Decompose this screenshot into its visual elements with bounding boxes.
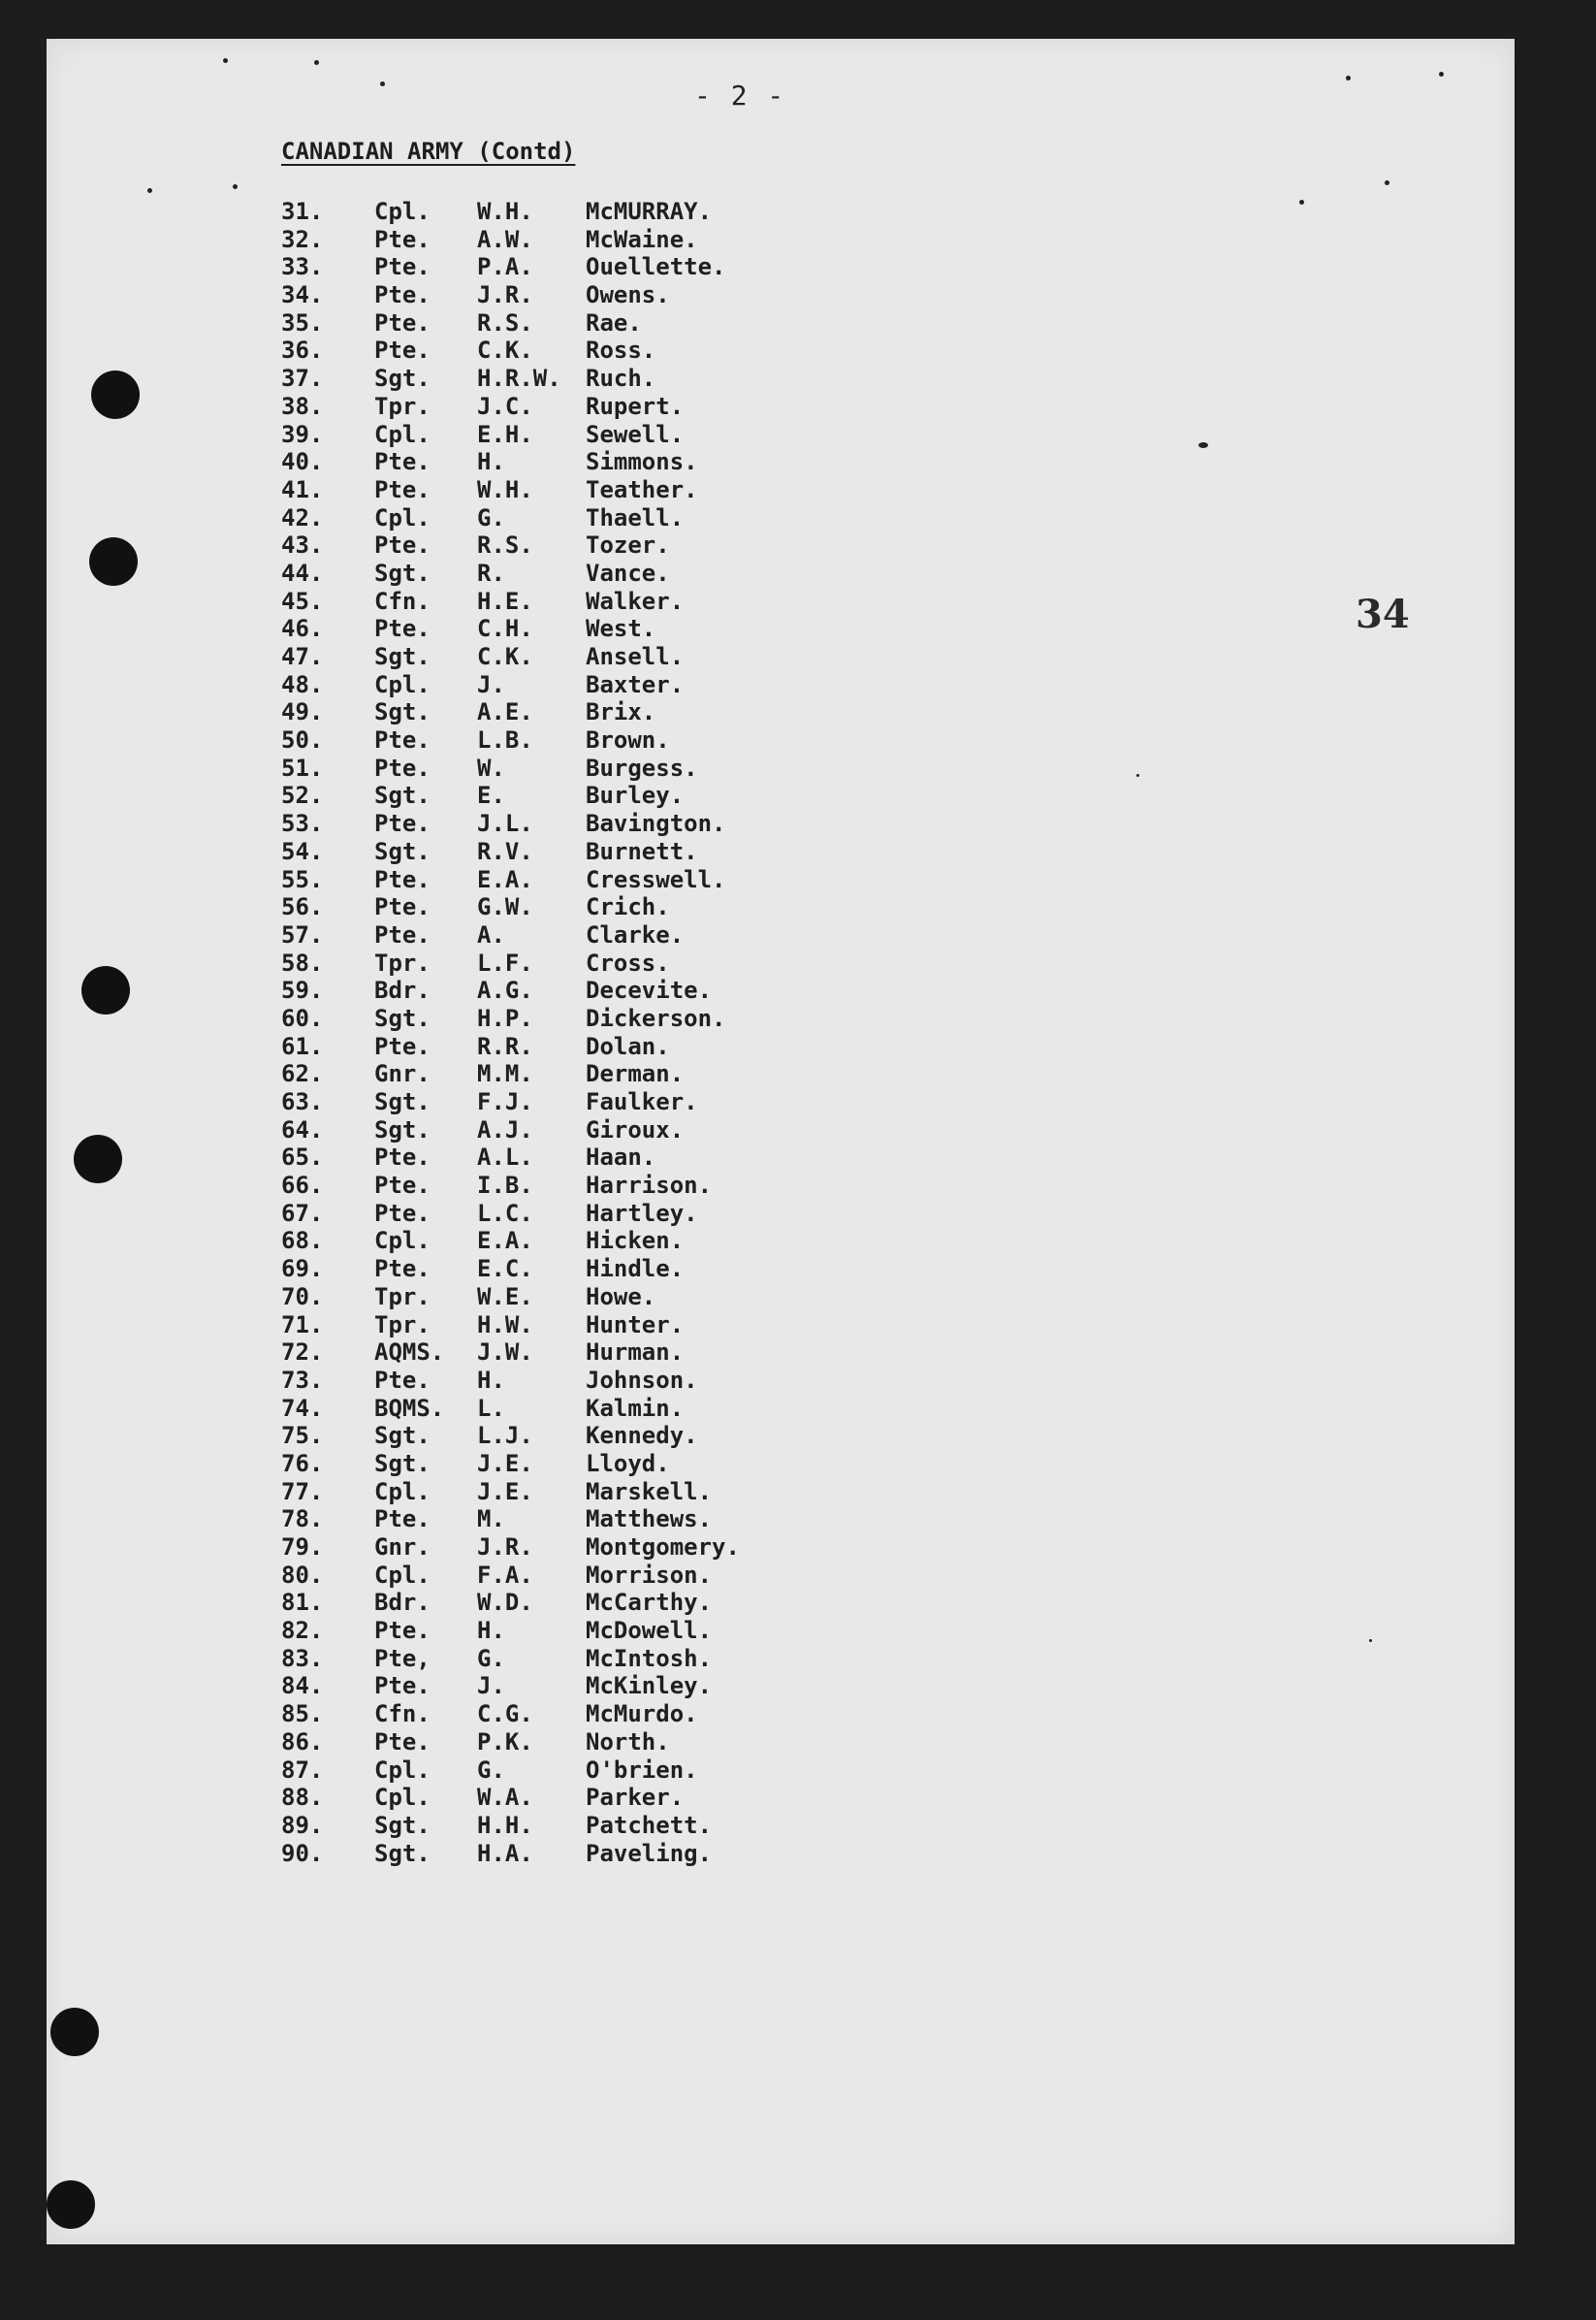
entry-rank: Cpl. <box>374 1756 431 1784</box>
entry-surname: Hindle. <box>586 1255 685 1283</box>
entry-initials: P.K. <box>477 1727 533 1756</box>
entry-number: 51. <box>281 754 324 782</box>
entry-number: 70. <box>281 1282 324 1310</box>
entry-initials: A.L. <box>477 1144 533 1172</box>
entry-initials: J.W. <box>477 1338 533 1367</box>
entry-initials: J.L. <box>477 810 533 838</box>
entry-initials: A.J. <box>477 1115 533 1144</box>
entry-surname: Hunter. <box>586 1310 685 1338</box>
entry-rank: Cpl. <box>374 1477 431 1505</box>
entry-number: 76. <box>281 1449 324 1477</box>
entry-rank: Sgt. <box>374 1115 431 1144</box>
entry-number: 86. <box>281 1727 324 1756</box>
entry-number: 57. <box>281 920 324 949</box>
entry-rank: Pte. <box>374 1199 431 1227</box>
entry-surname: McMurdo. <box>586 1700 698 1728</box>
entry-rank: Bdr. <box>374 1589 431 1617</box>
entry-number: 81. <box>281 1589 324 1617</box>
entry-number: 82. <box>281 1617 324 1645</box>
entry-rank: Gnr. <box>374 1533 431 1561</box>
entry-initials: G. <box>477 1756 505 1784</box>
entry-rank: Pte. <box>374 865 431 893</box>
entry-surname: McMURRAY. <box>586 198 713 225</box>
entry-rank: Pte. <box>374 1617 431 1645</box>
entry-initials: E. <box>477 782 505 810</box>
entry-rank: Pte. <box>374 615 431 643</box>
entry-initials: G. <box>477 503 505 532</box>
entry-surname: Derman. <box>586 1060 685 1088</box>
entry-number: 83. <box>281 1644 324 1672</box>
entry-surname: Matthews. <box>586 1505 713 1533</box>
entry-initials: M.M. <box>477 1060 533 1088</box>
entry-surname: Baxter. <box>586 670 685 698</box>
entry-rank: Pte. <box>374 1505 431 1533</box>
entry-rank: Pte. <box>374 253 431 281</box>
entry-rank: Pte. <box>374 1144 431 1172</box>
entry-surname: Decevite. <box>586 977 713 1005</box>
entry-initials: W.E. <box>477 1282 533 1310</box>
entry-initials: H.A. <box>477 1839 533 1867</box>
entry-number: 58. <box>281 949 324 977</box>
entry-surname: Marskell. <box>586 1477 713 1505</box>
entry-surname: Haan. <box>586 1144 656 1172</box>
entry-rank: Pte. <box>374 1727 431 1756</box>
entry-initials: H.H. <box>477 1811 533 1839</box>
entry-surname: Parker. <box>586 1784 685 1812</box>
entry-rank: Cfn. <box>374 1700 431 1728</box>
entry-number: 78. <box>281 1505 324 1533</box>
entry-initials: M. <box>477 1505 505 1533</box>
entry-rank: Pte. <box>374 1672 431 1700</box>
entry-initials: A. <box>477 920 505 949</box>
entry-initials: J.E. <box>477 1449 533 1477</box>
entry-rank: BQMS. <box>374 1394 445 1422</box>
entry-initials: R.R. <box>477 1032 533 1060</box>
punch-hole <box>91 371 140 419</box>
entry-initials: H.E. <box>477 587 533 615</box>
entry-rank: Pte. <box>374 225 431 253</box>
entry-surname: Paveling. <box>586 1839 713 1867</box>
entry-rank: Tpr. <box>374 949 431 977</box>
entry-number: 75. <box>281 1422 324 1450</box>
entry-surname: Hartley. <box>586 1199 698 1227</box>
entry-surname: Simmons. <box>586 448 698 476</box>
ink-speck <box>1198 442 1208 448</box>
punch-hole <box>89 537 138 586</box>
entry-initials: H.P. <box>477 1004 533 1032</box>
entry-number: 32. <box>281 225 324 253</box>
entry-surname: Burnett. <box>586 837 698 865</box>
entry-rank: Cpl. <box>374 503 431 532</box>
entry-number: 79. <box>281 1533 324 1561</box>
entry-rank: Cfn. <box>374 587 431 615</box>
entry-rank: Sgt. <box>374 365 431 393</box>
entry-initials: C.K. <box>477 643 533 670</box>
ink-speck <box>380 81 385 86</box>
entry-rank: Gnr. <box>374 1060 431 1088</box>
entry-rank: AQMS. <box>374 1338 445 1367</box>
entry-rank: Bdr. <box>374 977 431 1005</box>
entry-number: 66. <box>281 1172 324 1200</box>
entry-rank: Pte. <box>374 726 431 755</box>
entry-initials: R.V. <box>477 837 533 865</box>
entry-initials: I.B. <box>477 1172 533 1200</box>
entry-number: 77. <box>281 1477 324 1505</box>
entry-surname: Ansell. <box>586 643 685 670</box>
entry-surname: Ross. <box>586 337 656 365</box>
entry-number: 44. <box>281 559 324 587</box>
entry-rank: Pte. <box>374 281 431 309</box>
entry-rank: Tpr. <box>374 1282 431 1310</box>
entry-surname: Morrison. <box>586 1561 713 1589</box>
entry-number: 89. <box>281 1811 324 1839</box>
entry-surname: Thaell. <box>586 503 685 532</box>
entry-number: 68. <box>281 1227 324 1255</box>
entry-initials: J.E. <box>477 1477 533 1505</box>
entry-surname: Owens. <box>586 281 670 309</box>
entry-rank: Sgt. <box>374 1811 431 1839</box>
ink-speck <box>223 58 228 63</box>
entry-initials: C.H. <box>477 615 533 643</box>
entry-initials: L. <box>477 1394 505 1422</box>
entry-rank: Sgt. <box>374 698 431 726</box>
entry-initials: W.A. <box>477 1784 533 1812</box>
entry-rank: Pte. <box>374 920 431 949</box>
entry-initials: L.J. <box>477 1422 533 1450</box>
entry-initials: W.H. <box>477 475 533 503</box>
entry-number: 36. <box>281 337 324 365</box>
entry-surname: Teather. <box>586 475 698 503</box>
entry-initials: W.D. <box>477 1589 533 1617</box>
entry-initials: R.S. <box>477 308 533 337</box>
entry-rank: Sgt. <box>374 782 431 810</box>
entry-initials: H.R.W. <box>477 365 561 393</box>
ink-speck <box>233 184 238 189</box>
entry-number: 59. <box>281 977 324 1005</box>
entry-initials: G. <box>477 1644 505 1672</box>
entry-number: 49. <box>281 698 324 726</box>
entry-initials: H. <box>477 1617 505 1645</box>
entry-rank: Pte. <box>374 1172 431 1200</box>
entry-number: 47. <box>281 643 324 670</box>
entry-number: 40. <box>281 448 324 476</box>
entry-number: 73. <box>281 1366 324 1394</box>
entry-number: 64. <box>281 1115 324 1144</box>
entry-initials: L.C. <box>477 1199 533 1227</box>
margin-stamp: 34 <box>1356 592 1410 637</box>
entry-rank: Sgt. <box>374 1449 431 1477</box>
entry-initials: C.K. <box>477 337 533 365</box>
entry-surname: McKinley. <box>586 1672 713 1700</box>
entry-number: 74. <box>281 1394 324 1422</box>
ink-speck <box>1439 72 1444 77</box>
punch-hole <box>81 966 130 1015</box>
entry-number: 88. <box>281 1784 324 1812</box>
entry-rank: Sgt. <box>374 1839 431 1867</box>
entry-rank: Sgt. <box>374 559 431 587</box>
ink-speck <box>1385 180 1389 185</box>
entry-surname: Harrison. <box>586 1172 713 1200</box>
page-number: - 2 - <box>694 80 786 112</box>
entry-rank: Cpl. <box>374 1227 431 1255</box>
entry-surname: Cross. <box>586 949 670 977</box>
entry-initials: H.W. <box>477 1310 533 1338</box>
entry-number: 53. <box>281 810 324 838</box>
entry-surname: Giroux. <box>586 1115 685 1144</box>
entry-rank: Tpr. <box>374 392 431 420</box>
entry-surname: Clarke. <box>586 920 685 949</box>
entry-surname: Montgomery. <box>586 1533 740 1561</box>
entry-initials: C.G. <box>477 1700 533 1728</box>
entry-surname: Cresswell. <box>586 865 726 893</box>
entry-surname: Rupert. <box>586 392 685 420</box>
entry-number: 45. <box>281 587 324 615</box>
entry-number: 50. <box>281 726 324 755</box>
entry-rank: Pte. <box>374 893 431 921</box>
entry-number: 69. <box>281 1255 324 1283</box>
entry-number: 87. <box>281 1756 324 1784</box>
entry-surname: North. <box>586 1727 670 1756</box>
entry-rank: Sgt. <box>374 1004 431 1032</box>
ink-speck <box>1299 200 1304 205</box>
entry-surname: McIntosh. <box>586 1644 713 1672</box>
entry-number: 55. <box>281 865 324 893</box>
entry-surname: Brix. <box>586 698 656 726</box>
entry-rank: Sgt. <box>374 1422 431 1450</box>
entry-number: 37. <box>281 365 324 393</box>
entry-surname: McCarthy. <box>586 1589 713 1617</box>
entry-initials: J.R. <box>477 281 533 309</box>
entry-initials: J. <box>477 670 505 698</box>
entry-initials: R. <box>477 559 505 587</box>
entry-rank: Pte. <box>374 1032 431 1060</box>
entry-rank: Cpl. <box>374 670 431 698</box>
entry-surname: Bavington. <box>586 810 726 838</box>
entry-surname: Ouellette. <box>586 253 726 281</box>
entry-number: 52. <box>281 782 324 810</box>
entry-surname: Hurman. <box>586 1338 685 1367</box>
ink-speck <box>147 188 152 193</box>
entry-number: 62. <box>281 1060 324 1088</box>
document-page <box>47 39 1515 2244</box>
entry-rank: Pte. <box>374 448 431 476</box>
entry-number: 61. <box>281 1032 324 1060</box>
entry-number: 85. <box>281 1700 324 1728</box>
entry-surname: Burley. <box>586 782 685 810</box>
entry-surname: Kalmin. <box>586 1394 685 1422</box>
entry-initials: L.F. <box>477 949 533 977</box>
entry-surname: Patchett. <box>586 1811 713 1839</box>
entry-rank: Pte. <box>374 532 431 560</box>
entry-rank: Cpl. <box>374 420 431 448</box>
entry-surname: West. <box>586 615 656 643</box>
entry-surname: Faulker. <box>586 1088 698 1115</box>
entry-initials: R.S. <box>477 532 533 560</box>
entry-number: 67. <box>281 1199 324 1227</box>
entry-number: 46. <box>281 615 324 643</box>
entry-number: 48. <box>281 670 324 698</box>
entry-surname: Hicken. <box>586 1227 685 1255</box>
entry-initials: W. <box>477 754 505 782</box>
entry-surname: O'brien. <box>586 1756 698 1784</box>
entry-rank: Cpl. <box>374 1561 431 1589</box>
ink-speck <box>1346 76 1351 81</box>
entry-initials: H. <box>477 1366 505 1394</box>
entry-rank: Sgt. <box>374 1088 431 1115</box>
entry-initials: G.W. <box>477 893 533 921</box>
entry-initials: E.C. <box>477 1255 533 1283</box>
entry-number: 90. <box>281 1839 324 1867</box>
ink-speck <box>1369 1639 1372 1642</box>
entry-initials: E.A. <box>477 865 533 893</box>
entry-number: 38. <box>281 392 324 420</box>
entry-number: 31. <box>281 198 324 225</box>
entry-number: 41. <box>281 475 324 503</box>
entry-rank: Pte. <box>374 337 431 365</box>
entry-number: 72. <box>281 1338 324 1367</box>
entry-rank: Pte. <box>374 754 431 782</box>
entry-initials: A.W. <box>477 225 533 253</box>
entry-rank: Pte. <box>374 1366 431 1394</box>
entry-surname: Lloyd. <box>586 1449 670 1477</box>
entry-number: 65. <box>281 1144 324 1172</box>
entry-number: 71. <box>281 1310 324 1338</box>
entry-number: 63. <box>281 1088 324 1115</box>
entry-surname: Crich. <box>586 893 670 921</box>
punch-hole <box>74 1135 122 1183</box>
entry-rank: Sgt. <box>374 837 431 865</box>
entry-number: 34. <box>281 281 324 309</box>
punch-hole <box>47 2180 95 2229</box>
entry-number: 42. <box>281 503 324 532</box>
entry-initials: H. <box>477 448 505 476</box>
entry-surname: McWaine. <box>586 225 698 253</box>
entry-surname: Burgess. <box>586 754 698 782</box>
entry-initials: E.A. <box>477 1227 533 1255</box>
entry-number: 60. <box>281 1004 324 1032</box>
entry-initials: A.E. <box>477 698 533 726</box>
entry-rank: Sgt. <box>374 643 431 670</box>
entry-initials: F.J. <box>477 1088 533 1115</box>
entry-initials: W.H. <box>477 198 533 225</box>
entry-initials: P.A. <box>477 253 533 281</box>
entry-number: 54. <box>281 837 324 865</box>
entry-number: 39. <box>281 420 324 448</box>
entry-surname: Sewell. <box>586 420 685 448</box>
entry-surname: Brown. <box>586 726 670 755</box>
entry-surname: Howe. <box>586 1282 656 1310</box>
entry-surname: McDowell. <box>586 1617 713 1645</box>
entry-number: 84. <box>281 1672 324 1700</box>
entry-surname: Dolan. <box>586 1032 670 1060</box>
entry-rank: Pte, <box>374 1644 431 1672</box>
entry-rank: Pte. <box>374 475 431 503</box>
entry-number: 33. <box>281 253 324 281</box>
entry-rank: Pte. <box>374 810 431 838</box>
entry-initials: J.R. <box>477 1533 533 1561</box>
entry-initials: A.G. <box>477 977 533 1005</box>
entry-initials: J.C. <box>477 392 533 420</box>
entry-rank: Pte. <box>374 1255 431 1283</box>
entry-initials: L.B. <box>477 726 533 755</box>
entry-rank: Pte. <box>374 308 431 337</box>
entry-rank: Cpl. <box>374 1784 431 1812</box>
entry-initials: J. <box>477 1672 505 1700</box>
entry-surname: Dickerson. <box>586 1004 726 1032</box>
ink-speck <box>1136 774 1139 777</box>
entry-surname: Tozer. <box>586 532 670 560</box>
entry-initials: E.H. <box>477 420 533 448</box>
entry-number: 80. <box>281 1561 324 1589</box>
entry-surname: Johnson. <box>586 1366 698 1394</box>
punch-hole <box>50 2008 99 2056</box>
entry-initials: F.A. <box>477 1561 533 1589</box>
ink-speck <box>314 60 319 65</box>
entry-rank: Cpl. <box>374 198 431 225</box>
entry-number: 35. <box>281 308 324 337</box>
section-heading: CANADIAN ARMY (Contd) <box>281 138 576 165</box>
entry-surname: Vance. <box>586 559 670 587</box>
entry-surname: Kennedy. <box>586 1422 698 1450</box>
entry-number: 43. <box>281 532 324 560</box>
entry-number: 56. <box>281 893 324 921</box>
entry-rank: Tpr. <box>374 1310 431 1338</box>
entry-surname: Ruch. <box>586 365 656 393</box>
entry-surname: Walker. <box>586 587 685 615</box>
entry-surname: Rae. <box>586 308 642 337</box>
